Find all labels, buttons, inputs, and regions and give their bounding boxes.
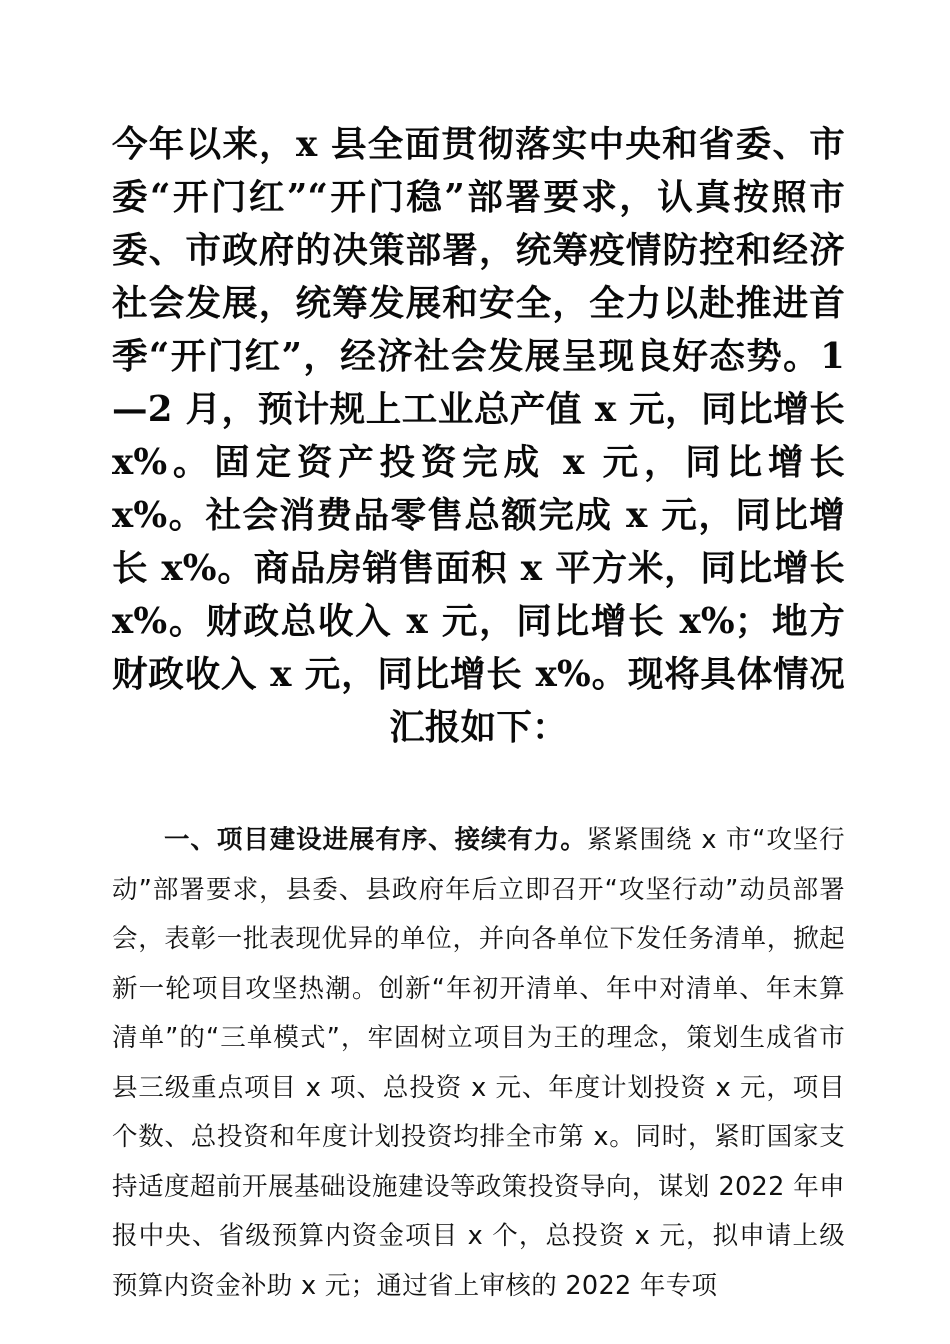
paragraph-spacer (112, 754, 845, 816)
section-one-heading: 一、项目建设进展有序、接续有力。 (164, 825, 587, 855)
lead-paragraph: 今年以来，x 县全面贯彻落实中央和省委、市委“开门红”“开门稳”部署要求，认真按照市委、市政府的决策部署，统筹疫情防控和经济社会发展，统筹发展和安全，全力以赴推进首季“开门红”，经济社会发展呈现良好态势。1—2 月，预计规上工业总产值 x 元，同比增长 x%。固定资产投资完成 x 元，同比增长 x%。社会消费品零售总额完成 x 元，同比增长 x%。商品房销售面积 x 平方米，同比增长 x%。财政总收入 x 元，同比增长 x%；地方财政收入 x 元，同比增长 x%。现将具体情况汇报如下： (112, 124, 845, 748)
section-one-paragraph (112, 816, 845, 1311)
section-one-body: 紧紧围绕 x 市“攻坚行动”部署要求，县委、县政府年后立即召开“攻坚行动”动员部署会，表彰一批表现优异的单位，并向各单位下发任务清单，掀起新一轮项目攻坚热潮。创新“年初开清单、年中对清单、年末算清单”的“三单模式”，牢固树立项目为王的理念，策划生成省市县三级重点项目 x 项、总投资 x 元、年度计划投资 x 元，项目个数、总投资和年度计划投资均排全市第 x。同时，紧盯国家支持适度超前开展基础设施建设等政策投资导向，谋划 2022 年申报中央、省级预算内资金项目 x 个，总投资 x 元，拟申请上级预算内资金补助 x 元；通过省上审核的 2022 年专项 (112, 825, 845, 1301)
